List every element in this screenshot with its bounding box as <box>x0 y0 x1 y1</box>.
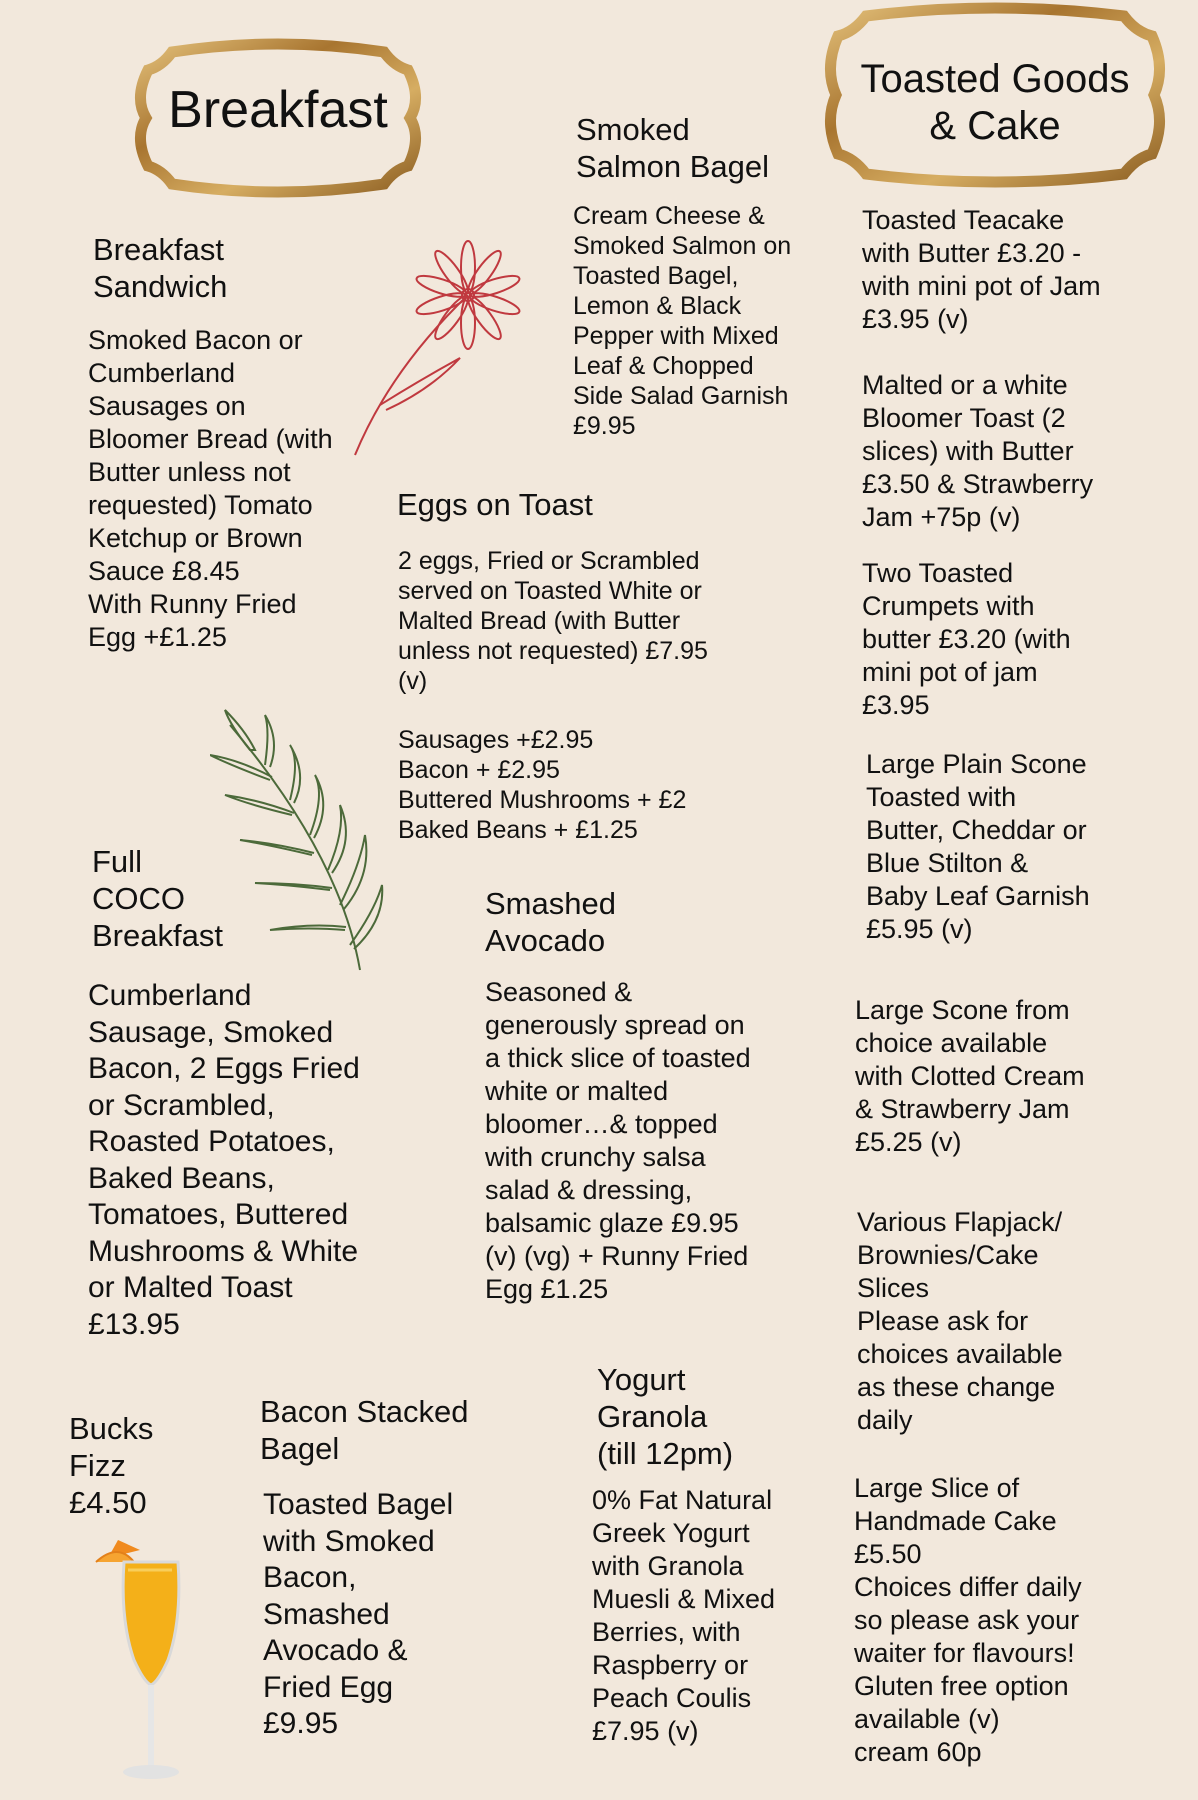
flower-icon <box>350 240 525 460</box>
full-coco-desc: Cumberland Sausage, Smoked Bacon, 2 Eggs Fried or Scrambled, Roasted Potatoes, Baked Beans, Tomatoes, Buttered Mushrooms & White or Malted Toast £13.95 <box>88 979 360 1341</box>
smashed-avocado-title: Smashed Avocado <box>485 886 616 958</box>
breakfast-title: Breakfast <box>168 81 388 139</box>
handmade-cake: Large Slice of Handmade Cake £5.50 Choices differ daily so please ask your waiter for flavours! Gluten free option available (v) cream 60p <box>854 1473 1082 1767</box>
toasted-title: Toasted Goods & Cake <box>860 57 1130 148</box>
breakfast-sandwich-title: Breakfast Sandwich <box>93 232 228 304</box>
eggs-on-toast-title: Eggs on Toast <box>397 487 593 522</box>
flapjack-brownies: Various Flapjack/ Brownies/Cake Slices Please ask for choices available as these change daily <box>857 1207 1063 1435</box>
bucks-fizz: Bucks Fizz £4.50 <box>69 1411 154 1520</box>
smoked-salmon-desc: Cream Cheese & Smoked Salmon on Toasted Bagel, Lemon & Black Pepper with Mixed Leaf & Chopped Side Salad Garnish £9.95 <box>573 202 792 440</box>
plain-scone: Large Plain Scone Toasted with Butter, Cheddar or Blue Stilton & Baby Leaf Garnish £5.95 (v) <box>866 749 1090 944</box>
bacon-bagel-desc: Toasted Bagel with Smoked Bacon, Smashed Avocado & Fried Egg £9.95 <box>263 1488 454 1740</box>
smashed-avocado-desc: Seasoned & generously spread on a thick slice of toasted white or malted bloomer…& topped with crunchy salsa salad & dressing, balsamic glaze £9.95 (v) (vg) + Runny Fried Egg £1.25 <box>485 977 751 1304</box>
eggs-on-toast-extras: Sausages +£2.95 Bacon + £2.95 Buttered Mushrooms + £2 Baked Beans + £1.25 <box>398 726 687 844</box>
toasted-teacake: Toasted Teacake with Butter £3.20 - with mini pot of Jam £3.95 (v) <box>862 205 1101 334</box>
champagne-glass-icon <box>88 1540 198 1790</box>
bacon-bagel-title: Bacon Stacked Bagel <box>260 1394 469 1466</box>
full-coco-title: Full COCO Breakfast <box>92 844 223 953</box>
eggs-on-toast-desc: 2 eggs, Fried or Scrambled served on Toasted White or Malted Bread (with Butter unless not requested) £7.95 (v) <box>398 547 708 695</box>
bloomer-toast: Malted or a white Bloomer Toast (2 slices) with Butter £3.50 & Strawberry Jam +75p (v) <box>862 370 1094 532</box>
toasted-crumpets: Two Toasted Crumpets with butter £3.20 (with mini pot of jam £3.95 <box>862 558 1071 720</box>
breakfast-title-frame <box>132 38 424 198</box>
breakfast-sandwich-desc: Smoked Bacon or Cumberland Sausages on Bloomer Bread (with Butter unless not requested) Tomato Ketchup or Brown Sauce £8.45 With Runny Fried Egg +£1.25 <box>88 325 333 652</box>
smoked-salmon-title: Smoked Salmon Bagel <box>576 112 770 184</box>
toasted-title-frame <box>820 2 1170 188</box>
leaf-branch-icon <box>210 705 390 975</box>
yogurt-desc: 0% Fat Natural Greek Yogurt with Granola Muesli & Mixed Berries, with Raspberry or Peach Coulis £7.95 (v) <box>592 1485 776 1746</box>
yogurt-title: Yogurt Granola (till 12pm) <box>597 1362 734 1471</box>
scone-choice: Large Scone from choice available with Clotted Cream & Strawberry Jam £5.25 (v) <box>855 995 1085 1157</box>
